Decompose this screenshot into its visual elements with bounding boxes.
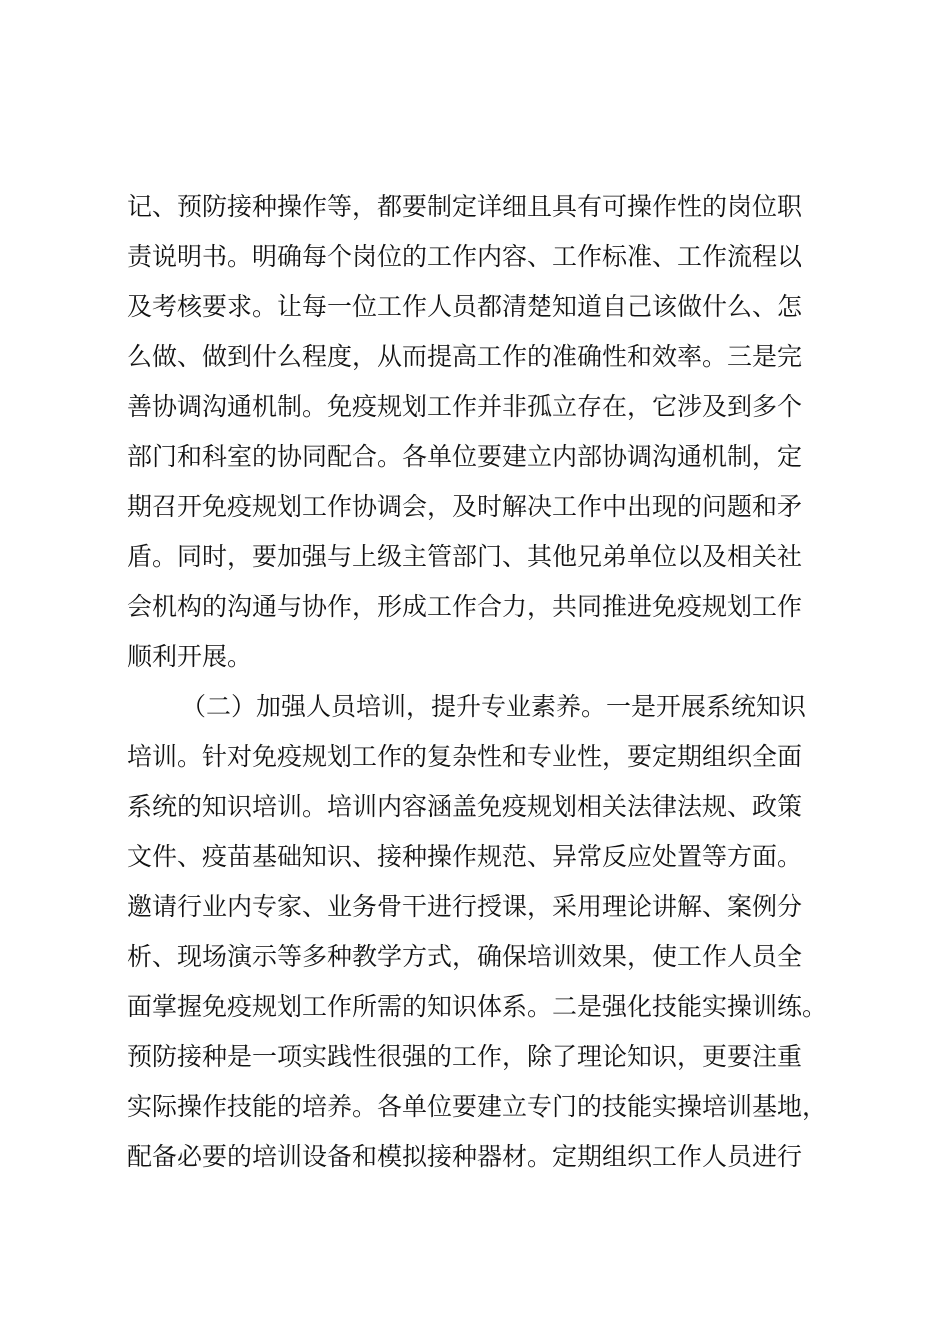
body-text bbox=[127, 182, 847, 1182]
text-line: 面掌握免疫规划工作所需的知识体系。二是强化技能实操训练。 bbox=[127, 992, 828, 1021]
text-line: 邀请行业内专家、业务骨干进行授课，采用理论讲解、案例分 bbox=[127, 892, 803, 921]
text-line: 顺利开展。 bbox=[127, 642, 253, 671]
text-line: 配备必要的培训设备和模拟接种器材。定期组织工作人员进行 bbox=[127, 1142, 803, 1171]
text-line: 记、预防接种操作等，都要制定详细且具有可操作性的岗位职 bbox=[127, 192, 803, 221]
section-heading-line: （二）加强人员培训，提升专业素养。一是开展系统知识 bbox=[181, 692, 807, 721]
text-line: 会机构的沟通与协作，形成工作合力，共同推进免疫规划工作 bbox=[127, 592, 803, 621]
text-line: 实际操作技能的培养。各单位要建立专门的技能实操培训基地， bbox=[127, 1092, 828, 1121]
text-line: 及考核要求。让每一位工作人员都清楚知道自己该做什么、怎 bbox=[127, 292, 803, 321]
text-line: 部门和科室的协同配合。各单位要建立内部协调沟通机制，定 bbox=[127, 442, 803, 471]
text-line: 么做、做到什么程度，从而提高工作的准确性和效率。三是完 bbox=[127, 342, 803, 371]
text-line: 系统的知识培训。培训内容涵盖免疫规划相关法律法规、政策 bbox=[127, 792, 803, 821]
text-line: 盾。同时，要加强与上级主管部门、其他兄弟单位以及相关社 bbox=[127, 542, 803, 571]
text-line: 预防接种是一项实践性很强的工作，除了理论知识，更要注重 bbox=[127, 1042, 803, 1071]
text-line: 培训。针对免疫规划工作的复杂性和专业性，要定期组织全面 bbox=[127, 742, 803, 771]
text-line: 期召开免疫规划工作协调会，及时解决工作中出现的问题和矛 bbox=[127, 492, 803, 521]
text-line: 善协调沟通机制。免疫规划工作并非孤立存在，它涉及到多个 bbox=[127, 392, 803, 421]
text-line: 析、现场演示等多种教学方式，确保培训效果，使工作人员全 bbox=[127, 942, 803, 971]
text-line: 文件、疫苗基础知识、接种操作规范、异常反应处置等方面。 bbox=[127, 842, 803, 871]
text-line: 责说明书。明确每个岗位的工作内容、工作标准、工作流程以 bbox=[127, 242, 803, 271]
